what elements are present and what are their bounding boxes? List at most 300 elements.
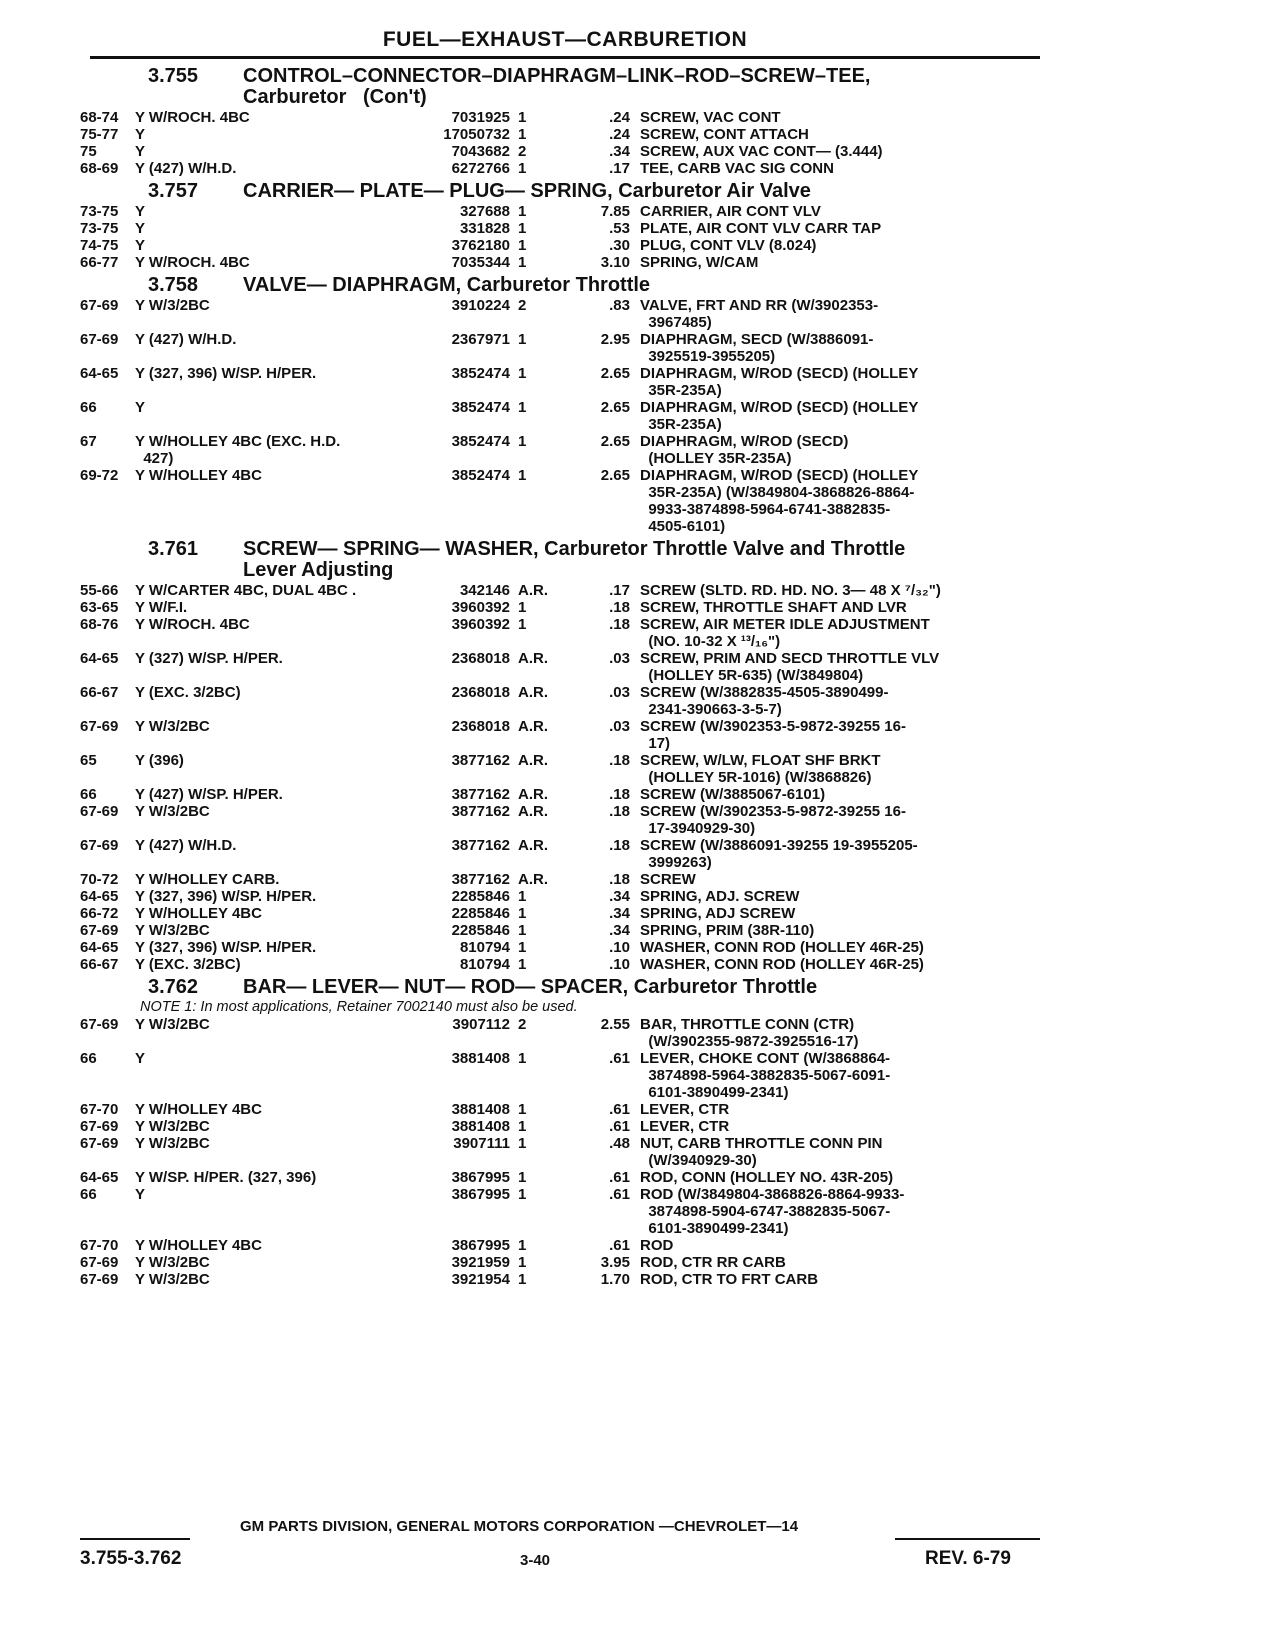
part-number: 3910224	[451, 297, 510, 314]
section-heading	[80, 181, 1040, 202]
quantity: 1	[518, 399, 527, 416]
model-years: 67-69	[80, 331, 119, 348]
section-heading	[80, 275, 1040, 296]
application: Y W/3/2BC	[135, 718, 210, 735]
part-number: 3921959	[451, 1254, 510, 1271]
price: .24	[609, 126, 630, 143]
part-number: 3867995	[451, 1169, 510, 1186]
footer-rule-left	[80, 1538, 190, 1540]
description: TEE, CARB VAC SIG CONN	[640, 160, 834, 177]
part-row	[80, 616, 1040, 650]
price: 2.65	[600, 433, 630, 450]
part-number: 810794	[459, 939, 510, 956]
model-years: 67-70	[80, 1101, 119, 1118]
quantity: 1	[518, 1050, 527, 1067]
model-years: 55-66	[80, 582, 119, 599]
quantity: 1	[518, 939, 527, 956]
price: .24	[609, 109, 630, 126]
model-years: 66-72	[80, 905, 119, 922]
section-heading	[80, 539, 1040, 581]
quantity: 2	[518, 297, 527, 314]
application: Y W/3/2BC	[135, 1254, 210, 1271]
description: SCREW (W/3882835-4505-3890499- 2341-390663-3-5-7)	[640, 684, 889, 718]
section	[80, 539, 1040, 973]
header-rule	[90, 56, 1040, 59]
application: Y (327, 396) W/SP. H/PER.	[135, 939, 317, 956]
application: Y (327, 396) W/SP. H/PER.	[135, 365, 317, 382]
part-row	[80, 365, 1040, 399]
price: .61	[609, 1169, 630, 1186]
description: SCREW (SLTD. RD. HD. NO. 3— 48 X ⁷/₃₂")	[640, 582, 941, 599]
section-note: NOTE 1: In most applications, Retainer 7002140 must also be used.	[140, 999, 578, 1015]
quantity: 1	[518, 237, 527, 254]
quantity: 2	[518, 1016, 527, 1033]
quantity: 2	[518, 143, 527, 160]
section-number: 3.761	[148, 538, 199, 560]
application: Y	[135, 1186, 146, 1203]
model-years: 67-69	[80, 1016, 119, 1033]
description: SCREW	[640, 871, 696, 888]
model-years: 67-69	[80, 1135, 119, 1152]
part-number: 3881408	[451, 1050, 510, 1067]
section	[80, 181, 1040, 271]
description: PLATE, AIR CONT VLV CARR TAP	[640, 220, 882, 237]
application: Y (EXC. 3/2BC)	[135, 684, 241, 701]
description: DIAPHRAGM, SECD (W/3886091- 3925519-3955205)	[640, 331, 874, 365]
quantity: 1	[518, 956, 527, 973]
quantity: 1	[518, 1271, 527, 1288]
application: Y	[135, 1050, 146, 1067]
description: SCREW, W/LW, FLOAT SHF BRKT (HOLLEY 5R-1016) (W/3868826)	[640, 752, 881, 786]
section-number: 3.758	[148, 274, 199, 296]
quantity: 1	[518, 203, 527, 220]
model-years: 64-65	[80, 939, 119, 956]
part-number: 17050732	[443, 126, 510, 143]
part-row	[80, 752, 1040, 786]
quantity: A.R.	[518, 650, 548, 667]
quantity: 1	[518, 1101, 527, 1118]
model-years: 66	[80, 1186, 97, 1203]
model-years: 65	[80, 752, 97, 769]
price: .34	[609, 905, 630, 922]
model-years: 66	[80, 399, 97, 416]
footer-revision: REV. 6-79	[925, 1548, 1011, 1569]
application: Y	[135, 220, 146, 237]
model-years: 66-67	[80, 956, 119, 973]
part-row	[80, 582, 1040, 599]
description: SPRING, ADJ. SCREW	[640, 888, 800, 905]
part-number: 7035344	[451, 254, 510, 271]
part-number: 2285846	[451, 922, 510, 939]
description: VALVE, FRT AND RR (W/3902353- 3967485)	[640, 297, 879, 331]
price: .83	[609, 297, 630, 314]
part-row	[80, 1101, 1040, 1118]
section-title: VALVE— DIAPHRAGM, Carburetor Throttle	[243, 274, 651, 296]
price: 2.65	[600, 467, 630, 484]
price: 2.65	[600, 399, 630, 416]
quantity: A.R.	[518, 718, 548, 735]
application: Y W/3/2BC	[135, 1271, 210, 1288]
application: Y (327, 396) W/SP. H/PER.	[135, 888, 317, 905]
part-row	[80, 905, 1040, 922]
quantity: A.R.	[518, 582, 548, 599]
part-number: 3960392	[451, 599, 510, 616]
part-number: 3867995	[451, 1237, 510, 1254]
part-number: 3852474	[451, 365, 510, 382]
description: SCREW, THROTTLE SHAFT AND LVR	[640, 599, 907, 616]
part-row	[80, 956, 1040, 973]
part-row	[80, 1186, 1040, 1237]
quantity: 1	[518, 599, 527, 616]
model-years: 67-69	[80, 922, 119, 939]
section-number: 3.757	[148, 180, 199, 202]
application: Y W/HOLLEY CARB.	[135, 871, 280, 888]
price: 3.10	[600, 254, 630, 271]
application: Y W/HOLLEY 4BC	[135, 467, 262, 484]
application: Y W/3/2BC	[135, 1135, 210, 1152]
description: LEVER, CTR	[640, 1101, 730, 1118]
application: Y	[135, 203, 146, 220]
footer-rule-right	[895, 1538, 1040, 1540]
price: 1.70	[600, 1271, 630, 1288]
description: DIAPHRAGM, W/ROD (SECD) (HOLLEY 35R-235A) (W/3849804-3868826-8864- 9933-3874898-5964-6741-3882835- 4505-6101)	[640, 467, 919, 535]
model-years: 64-65	[80, 650, 119, 667]
description: LEVER, CTR	[640, 1118, 730, 1135]
description: NUT, CARB THROTTLE CONN PIN (W/3940929-30)	[640, 1135, 883, 1169]
model-years: 64-65	[80, 365, 119, 382]
price: .18	[609, 871, 630, 888]
section-heading	[80, 977, 1040, 998]
quantity: 1	[518, 467, 527, 484]
application: Y	[135, 399, 146, 416]
price: .18	[609, 837, 630, 854]
price: 3.95	[600, 1254, 630, 1271]
part-number: 342146	[459, 582, 510, 599]
price: .10	[609, 956, 630, 973]
price: .03	[609, 684, 630, 701]
quantity: 1	[518, 922, 527, 939]
model-years: 67-69	[80, 1271, 119, 1288]
part-row	[80, 220, 1040, 237]
description: CARRIER, AIR CONT VLV	[640, 203, 821, 220]
part-number: 331828	[459, 220, 510, 237]
quantity: A.R.	[518, 803, 548, 820]
part-row	[80, 433, 1040, 467]
quantity: 1	[518, 1186, 527, 1203]
part-number: 3877162	[451, 752, 510, 769]
model-years: 66	[80, 1050, 97, 1067]
description: BAR, THROTTLE CONN (CTR) (W/3902355-9872-3925516-17)	[640, 1016, 859, 1050]
description: PLUG, CONT VLV (8.024)	[640, 237, 817, 254]
part-row	[80, 650, 1040, 684]
model-years: 63-65	[80, 599, 119, 616]
application: Y (EXC. 3/2BC)	[135, 956, 241, 973]
price: .17	[609, 582, 630, 599]
quantity: 1	[518, 1169, 527, 1186]
model-years: 66-67	[80, 684, 119, 701]
description: WASHER, CONN ROD (HOLLEY 46R-25)	[640, 956, 924, 973]
quantity: A.R.	[518, 871, 548, 888]
quantity: 1	[518, 160, 527, 177]
part-row	[80, 237, 1040, 254]
price: .03	[609, 718, 630, 735]
part-number: 3877162	[451, 786, 510, 803]
quantity: 1	[518, 331, 527, 348]
part-row	[80, 718, 1040, 752]
part-row	[80, 160, 1040, 177]
description: DIAPHRAGM, W/ROD (SECD) (HOLLEY 35R-235A)	[640, 399, 919, 433]
part-number: 3877162	[451, 803, 510, 820]
part-number: 3877162	[451, 837, 510, 854]
application: Y W/HOLLEY 4BC	[135, 1237, 262, 1254]
model-years: 70-72	[80, 871, 119, 888]
description: ROD, CONN (HOLLEY NO. 43R-205)	[640, 1169, 894, 1186]
quantity: A.R.	[518, 752, 548, 769]
model-years: 67-69	[80, 1254, 119, 1271]
description: ROD, CTR RR CARB	[640, 1254, 786, 1271]
description: SCREW, CONT ATTACH	[640, 126, 809, 143]
part-number: 327688	[459, 203, 510, 220]
part-row	[80, 837, 1040, 871]
quantity: 1	[518, 109, 527, 126]
price: .18	[609, 616, 630, 633]
price: .61	[609, 1186, 630, 1203]
quantity: 1	[518, 616, 527, 633]
part-row	[80, 126, 1040, 143]
part-row	[80, 786, 1040, 803]
application: Y W/ROCH. 4BC	[135, 616, 250, 633]
part-row	[80, 1135, 1040, 1169]
part-row	[80, 1050, 1040, 1101]
application: Y	[135, 126, 146, 143]
application: Y W/3/2BC	[135, 803, 210, 820]
quantity: 1	[518, 365, 527, 382]
price: .03	[609, 650, 630, 667]
quantity: 1	[518, 220, 527, 237]
part-row	[80, 109, 1040, 126]
part-number: 3852474	[451, 467, 510, 484]
price: .48	[609, 1135, 630, 1152]
part-number: 3921954	[451, 1271, 510, 1288]
model-years: 67-69	[80, 718, 119, 735]
part-number: 2285846	[451, 888, 510, 905]
description: DIAPHRAGM, W/ROD (SECD) (HOLLEY 35R-235A)	[640, 365, 919, 399]
quantity: A.R.	[518, 837, 548, 854]
part-number: 3907112	[452, 1016, 510, 1033]
description: SPRING, W/CAM	[640, 254, 759, 271]
description: SCREW (W/3885067-6101)	[640, 786, 826, 803]
model-years: 68-69	[80, 160, 119, 177]
model-years: 69-72	[80, 467, 119, 484]
description: DIAPHRAGM, W/ROD (SECD) (HOLLEY 35R-235A)	[640, 433, 849, 467]
application: Y W/HOLLEY 4BC	[135, 1101, 262, 1118]
description: ROD (W/3849804-3868826-8864-9933- 3874898-5904-6747-3882835-5067- 6101-3890499-2341)	[640, 1186, 905, 1237]
description: ROD, CTR TO FRT CARB	[640, 1271, 819, 1288]
price: .18	[609, 752, 630, 769]
footer-page-number: 3-40	[520, 1552, 551, 1569]
part-row	[80, 1254, 1040, 1271]
part-row	[80, 399, 1040, 433]
application: Y W/ROCH. 4BC	[135, 109, 250, 126]
section	[80, 275, 1040, 535]
part-number: 2368018	[451, 650, 510, 667]
price: .18	[609, 599, 630, 616]
model-years: 67-69	[80, 297, 119, 314]
quantity: 1	[518, 126, 527, 143]
description: SCREW, AUX VAC CONT— (3.444)	[640, 143, 883, 160]
part-row	[80, 1271, 1040, 1288]
part-number: 2368018	[451, 684, 510, 701]
price: 7.85	[600, 203, 630, 220]
model-years: 68-74	[80, 109, 119, 126]
part-number: 3881408	[451, 1101, 510, 1118]
model-years: 67-69	[80, 837, 119, 854]
quantity: 1	[518, 905, 527, 922]
description: SCREW (W/3902353-5-9872-39255 16- 17-3940929-30)	[640, 803, 906, 837]
part-row	[80, 803, 1040, 837]
section-title: CARRIER— PLATE— PLUG— SPRING, Carburetor Air Valve	[243, 180, 811, 202]
price: .10	[609, 939, 630, 956]
model-years: 67	[80, 433, 97, 450]
application: Y (396)	[135, 752, 184, 769]
price: .61	[609, 1050, 630, 1067]
section-number: 3.762	[148, 976, 199, 998]
part-number: 7043682	[451, 143, 510, 160]
application: Y W/3/2BC	[135, 1016, 210, 1033]
quantity: 1	[518, 254, 527, 271]
footer-publisher: GM PARTS DIVISION, GENERAL MOTORS CORPORATION —CHEVROLET—14	[240, 1518, 799, 1535]
application: Y W/HOLLEY 4BC	[135, 905, 262, 922]
part-row	[80, 1237, 1040, 1254]
parts-listing	[80, 62, 1040, 1288]
part-row	[80, 599, 1040, 616]
part-row	[80, 922, 1040, 939]
section-title: SCREW— SPRING— WASHER, Carburetor Throttle Valve and Throttle Lever Adjusting	[243, 538, 906, 581]
application: Y W/3/2BC	[135, 1118, 210, 1135]
application: Y W/3/2BC	[135, 297, 210, 314]
description: SPRING, PRIM (38R-110)	[640, 922, 815, 939]
price: .18	[609, 786, 630, 803]
model-years: 67-69	[80, 1118, 119, 1135]
price: .34	[609, 922, 630, 939]
application: Y W/SP. H/PER. (327, 396)	[135, 1169, 317, 1186]
description: SCREW, AIR METER IDLE ADJUSTMENT (NO. 10-32 X ¹³/₁₆")	[640, 616, 930, 650]
model-years: 75-77	[80, 126, 119, 143]
part-number: 3877162	[451, 871, 510, 888]
application: Y W/ROCH. 4BC	[135, 254, 250, 271]
quantity: A.R.	[518, 786, 548, 803]
model-years: 64-65	[80, 888, 119, 905]
price: 2.65	[600, 365, 630, 382]
section-heading	[80, 66, 1040, 108]
part-number: 2367971	[451, 331, 510, 348]
application: Y (427) W/H.D.	[135, 837, 237, 854]
quantity: 1	[518, 1254, 527, 1271]
application: Y W/F.I.	[135, 599, 188, 616]
part-number: 3852474	[451, 433, 510, 450]
quantity: 1	[518, 1118, 527, 1135]
model-years: 73-75	[80, 220, 119, 237]
part-number: 7031925	[451, 109, 510, 126]
description: SCREW (W/3886091-39255 19-3955205- 3999263)	[640, 837, 918, 871]
application: Y	[135, 143, 146, 160]
part-number: 3907111	[453, 1135, 510, 1152]
section	[80, 66, 1040, 177]
part-number: 2368018	[451, 718, 510, 735]
part-row	[80, 143, 1040, 160]
part-number: 3881408	[451, 1118, 510, 1135]
model-years: 67-70	[80, 1237, 119, 1254]
part-number: 3762180	[451, 237, 510, 254]
part-number: 810794	[459, 956, 510, 973]
application: Y (427) W/H.D.	[135, 331, 237, 348]
model-years: 74-75	[80, 237, 119, 254]
price: .61	[609, 1118, 630, 1135]
model-years: 64-65	[80, 1169, 119, 1186]
application: Y (327) W/SP. H/PER.	[135, 650, 283, 667]
part-row	[80, 1169, 1040, 1186]
model-years: 66	[80, 786, 97, 803]
description: SCREW, VAC CONT	[640, 109, 781, 126]
part-number: 2285846	[451, 905, 510, 922]
section	[80, 977, 1040, 1288]
description: WASHER, CONN ROD (HOLLEY 46R-25)	[640, 939, 924, 956]
quantity: 1	[518, 433, 527, 450]
part-number: 3852474	[451, 399, 510, 416]
page-header: FUEL—EXHAUST—CARBURETION	[382, 28, 748, 51]
description: SCREW, PRIM AND SECD THROTTLE VLV (HOLLEY 5R-635) (W/3849804)	[640, 650, 940, 684]
price: .34	[609, 888, 630, 905]
price: .30	[609, 237, 630, 254]
price: 2.55	[600, 1016, 630, 1033]
part-row	[80, 684, 1040, 718]
part-row	[80, 1016, 1040, 1050]
model-years: 75	[80, 143, 97, 160]
part-row	[80, 467, 1040, 535]
application: Y (427) W/H.D.	[135, 160, 237, 177]
part-row	[80, 203, 1040, 220]
model-years: 66-77	[80, 254, 119, 271]
quantity: A.R.	[518, 684, 548, 701]
application: Y W/HOLLEY 4BC (EXC. H.D. 427)	[135, 433, 341, 467]
part-row	[80, 871, 1040, 888]
section-title: CONTROL–CONNECTOR–DIAPHRAGM–LINK–ROD–SCREW–TEE, Carburetor (Con't)	[243, 65, 871, 108]
description: LEVER, CHOKE CONT (W/3868864- 3874898-5964-3882835-5067-6091- 6101-3890499-2341)	[640, 1050, 891, 1101]
part-row	[80, 1118, 1040, 1135]
model-years: 73-75	[80, 203, 119, 220]
footer-section-range: 3.755-3.762	[80, 1548, 182, 1569]
part-row	[80, 331, 1040, 365]
description: SPRING, ADJ SCREW	[640, 905, 796, 922]
part-row	[80, 888, 1040, 905]
part-row	[80, 297, 1040, 331]
part-number: 6272766	[451, 160, 510, 177]
price: .18	[609, 803, 630, 820]
part-number: 3960392	[451, 616, 510, 633]
quantity: 1	[518, 1135, 527, 1152]
application: Y W/3/2BC	[135, 922, 210, 939]
application: Y	[135, 237, 146, 254]
price: .17	[609, 160, 630, 177]
price: .61	[609, 1237, 630, 1254]
description: SCREW (W/3902353-5-9872-39255 16- 17)	[640, 718, 906, 752]
part-row	[80, 939, 1040, 956]
price: .61	[609, 1101, 630, 1118]
section-number: 3.755	[148, 65, 199, 87]
application: Y W/CARTER 4BC, DUAL 4BC .	[135, 582, 357, 599]
description: ROD	[640, 1237, 674, 1254]
quantity: 1	[518, 888, 527, 905]
